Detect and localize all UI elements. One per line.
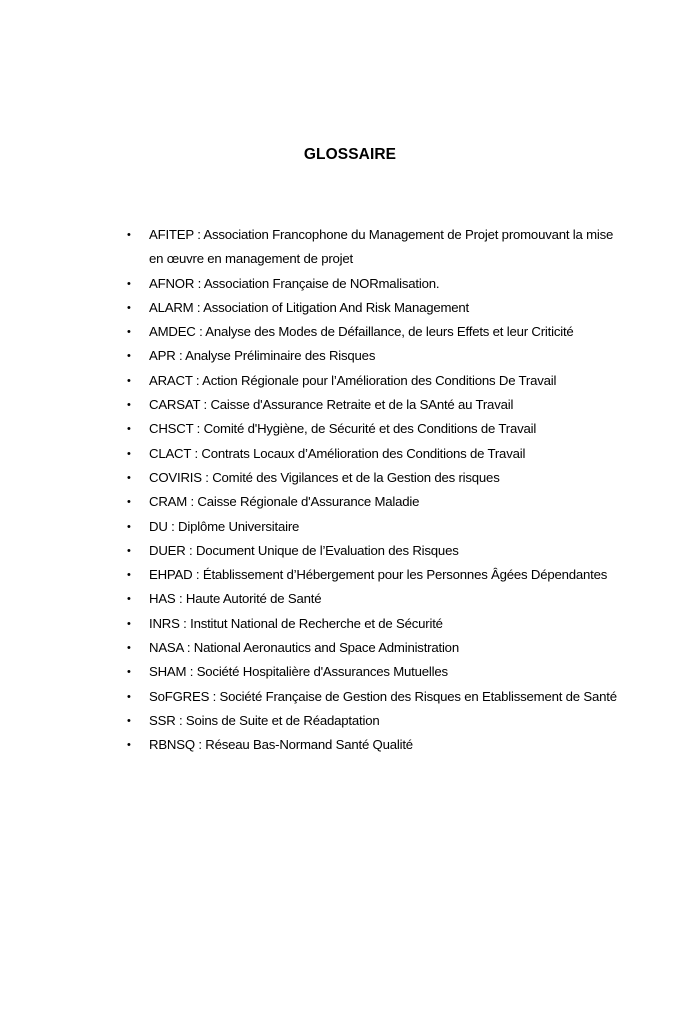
bullet-icon: • [127,569,131,582]
glossary-item [124,563,620,587]
bullet-icon: • [127,399,131,412]
glossary-item [124,466,620,490]
glossary-item [124,709,620,733]
bullet-icon: • [127,301,131,314]
glossary-item-text: SSR : Soins de Suite et de Réadaptation [149,712,380,728]
bullet-icon: • [127,593,131,606]
bullet-icon: • [127,277,131,290]
glossary-item-text: ARACT : Action Régionale pour l’Amélioration des Conditions De Travail [149,372,557,388]
bullet-icon: • [127,690,131,703]
glossary-item [124,393,620,417]
glossary-item [124,733,620,757]
glossary-item-text: CRAM : Caisse Régionale d'Assurance Maladie [149,494,420,510]
bullet-icon: • [127,642,131,655]
glossary-item-text: COVIRIS : Comité des Vigilances et de la Gestion des risques [149,469,500,485]
glossary-item-text: CLACT : Contrats Locaux d’Amélioration des Conditions de Travail [149,445,526,461]
glossary-item [124,442,620,466]
glossary-item [124,660,620,684]
bullet-icon: • [127,714,131,727]
glossary-item-text: CHSCT : Comité d'Hygiène, de Sécurité et des Conditions de Travail [149,421,537,437]
glossary-item-text: CARSAT : Caisse d'Assurance Retraite et de la SAnté au Travail [149,397,514,413]
glossary-item [124,344,620,368]
glossary-item [124,490,620,514]
glossary-item [124,587,620,611]
bullet-icon: • [127,471,131,484]
glossary-item-text: APR : Analyse Préliminaire des Risques [149,348,376,364]
glossary-list [124,223,620,758]
glossary-item-text: DUER : Document Unique de l’Evaluation des Risques [149,542,459,558]
glossary-item-text: DU : Diplôme Universitaire [149,518,300,534]
glossary-item [124,515,620,539]
bullet-icon: • [127,520,131,533]
glossary-item [124,539,620,563]
bullet-icon: • [127,374,131,387]
page-title: GLOSSAIRE [303,146,397,163]
glossary-item-text: SHAM : Société Hospitalière d'Assurances Mutuelles [149,664,448,680]
glossary-item [124,685,620,709]
glossary-item-text: SoFGRES : Société Française de Gestion des Risques en Etablissement de Santé [149,688,617,704]
glossary-item-text: AMDEC : Analyse des Modes de Défaillance, de leurs Effets et leur Criticité [149,324,574,340]
bullet-icon: • [127,496,131,509]
bullet-icon: • [127,666,131,679]
glossary-item [124,636,620,660]
glossary-item-text: AFITEP : Association Francophone du Management de Projet promouvant la mise en œuvre en management de projet [149,227,614,267]
glossary-item-text: HAS : Haute Autorité de Santé [149,591,322,607]
glossary-item [124,272,620,296]
bullet-icon: • [127,423,131,436]
glossary-item [124,417,620,441]
glossary-item-text: AFNOR : Association Française de NORmalisation. [149,275,440,291]
bullet-icon: • [127,447,131,460]
glossary-item-text: RBNSQ : Réseau Bas-Normand Santé Qualité [149,737,413,753]
bullet-icon: • [127,229,131,241]
glossary-item-text: EHPAD : Établissement d’Hébergement pour les Personnes Âgées Dépendantes [149,567,608,583]
bullet-icon: • [127,326,131,339]
bullet-icon: • [127,350,131,363]
glossary-item [124,223,620,272]
glossary-item [124,369,620,393]
glossary-item-text: ALARM : Association of Litigation And Risk Management [149,299,469,315]
glossary-item [124,320,620,344]
glossary-item-text: NASA : National Aeronautics and Space Administration [149,640,459,656]
glossary-item [124,296,620,320]
glossary-item [124,612,620,636]
bullet-icon: • [127,544,131,557]
bullet-icon: • [127,617,131,630]
bullet-icon: • [127,739,131,752]
glossary-item-text: INRS : Institut National de Recherche et de Sécurité [149,615,443,631]
